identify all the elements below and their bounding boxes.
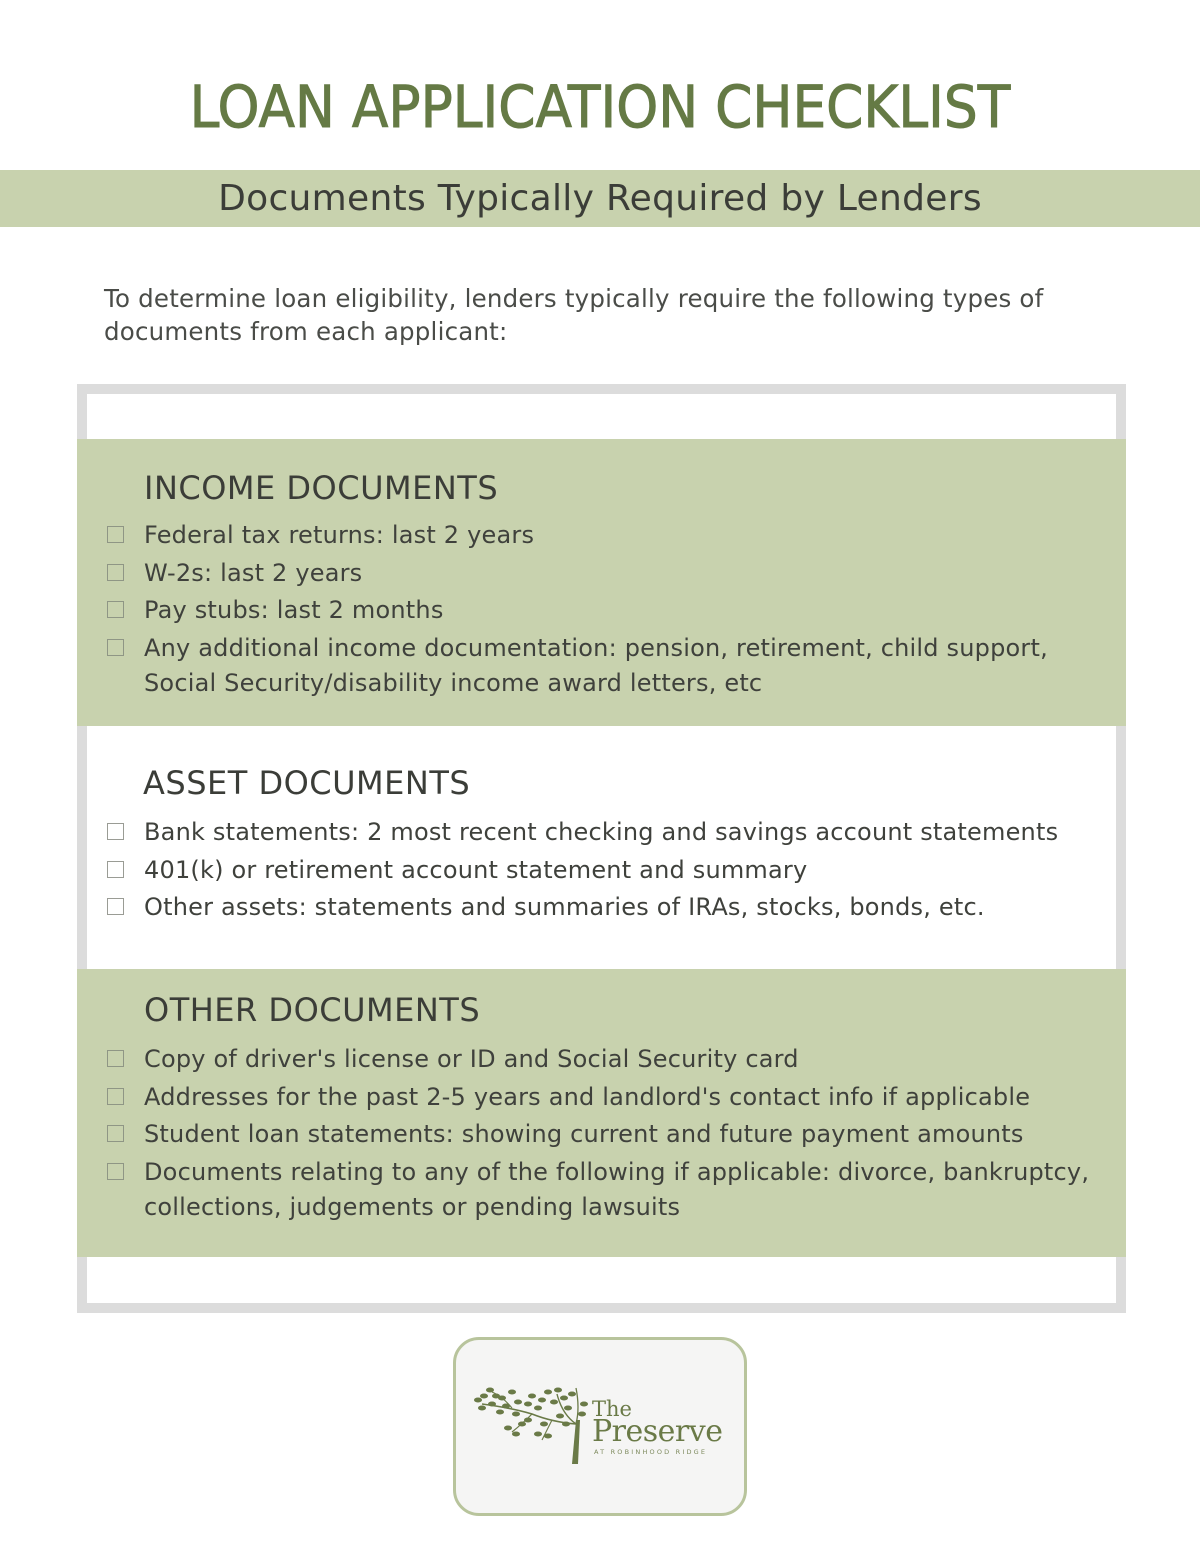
subtitle-band (0, 170, 1200, 227)
checkbox[interactable] (107, 823, 124, 840)
checklist-item (107, 1117, 1106, 1152)
checklist-item (107, 853, 1106, 888)
checkbox[interactable] (107, 1163, 124, 1180)
logo-tagline: AT ROBINHOOD RIDGE (594, 1448, 708, 1456)
checkbox[interactable] (107, 601, 124, 618)
checklist (107, 815, 1106, 928)
checklist (107, 1042, 1106, 1227)
intro-text: To determine loan eligibility, lenders typically require the following types of documents from each applicant: (104, 284, 1044, 346)
checklist-item (107, 1080, 1106, 1115)
item-label: 401(k) or retirement account statement and summary (144, 855, 808, 884)
section-heading: OTHER DOCUMENTS (144, 991, 481, 1029)
item-label: Copy of driver's license or ID and Social Security card (144, 1045, 799, 1073)
checkbox[interactable] (107, 1050, 124, 1067)
item-label: Federal tax returns: last 2 years (144, 521, 535, 549)
checkbox[interactable] (107, 564, 124, 581)
checklist-item (107, 631, 1106, 701)
checklist-item (107, 593, 1106, 628)
item-label: Documents relating to any of the following if applicable: divorce, bankruptcy, collections, judgements or pending lawsuits (144, 1157, 1090, 1221)
section-heading: INCOME DOCUMENTS (144, 469, 499, 507)
page-title: LOAN APPLICATION CHECKLIST (189, 73, 1011, 141)
item-label: Student loan statements: showing current and future payment amounts (144, 1120, 1024, 1148)
item-label: Addresses for the past 2-5 years and landlord's contact info if applicable (144, 1082, 1031, 1111)
section-asset (77, 726, 1126, 969)
checkbox[interactable] (107, 898, 124, 915)
checkbox[interactable] (107, 1125, 124, 1142)
checklist-item (107, 518, 1106, 553)
checklist-item (107, 1042, 1106, 1077)
checklist-item (107, 890, 1106, 925)
logo-text-name: Preserve (592, 1414, 723, 1449)
section-other (77, 969, 1126, 1257)
checklist (107, 518, 1106, 703)
tree-icon (472, 1384, 590, 1466)
item-label: Bank statements: 2 most recent checking and savings account statements (144, 818, 1059, 846)
item-label: Pay stubs: last 2 months (144, 596, 444, 624)
item-label: Other assets: statements and summaries of IRAs, stocks, bonds, etc. (144, 893, 985, 921)
checkbox[interactable] (107, 526, 124, 543)
checklist-item (107, 1155, 1106, 1225)
checklist-item (107, 815, 1106, 850)
checklist-item (107, 556, 1106, 591)
checkbox[interactable] (107, 861, 124, 878)
section-income (77, 439, 1126, 726)
item-label: Any additional income documentation: pension, retirement, child support, Social Security/disability income award letters, etc (144, 633, 1048, 697)
checkbox[interactable] (107, 1088, 124, 1105)
logo-text-the: The (592, 1397, 632, 1421)
item-label: W-2s: last 2 years (144, 558, 363, 587)
section-heading: ASSET DOCUMENTS (143, 764, 471, 802)
checkbox[interactable] (107, 639, 124, 656)
logo-card (453, 1337, 747, 1516)
page-subtitle: Documents Typically Required by Lenders (218, 178, 982, 219)
